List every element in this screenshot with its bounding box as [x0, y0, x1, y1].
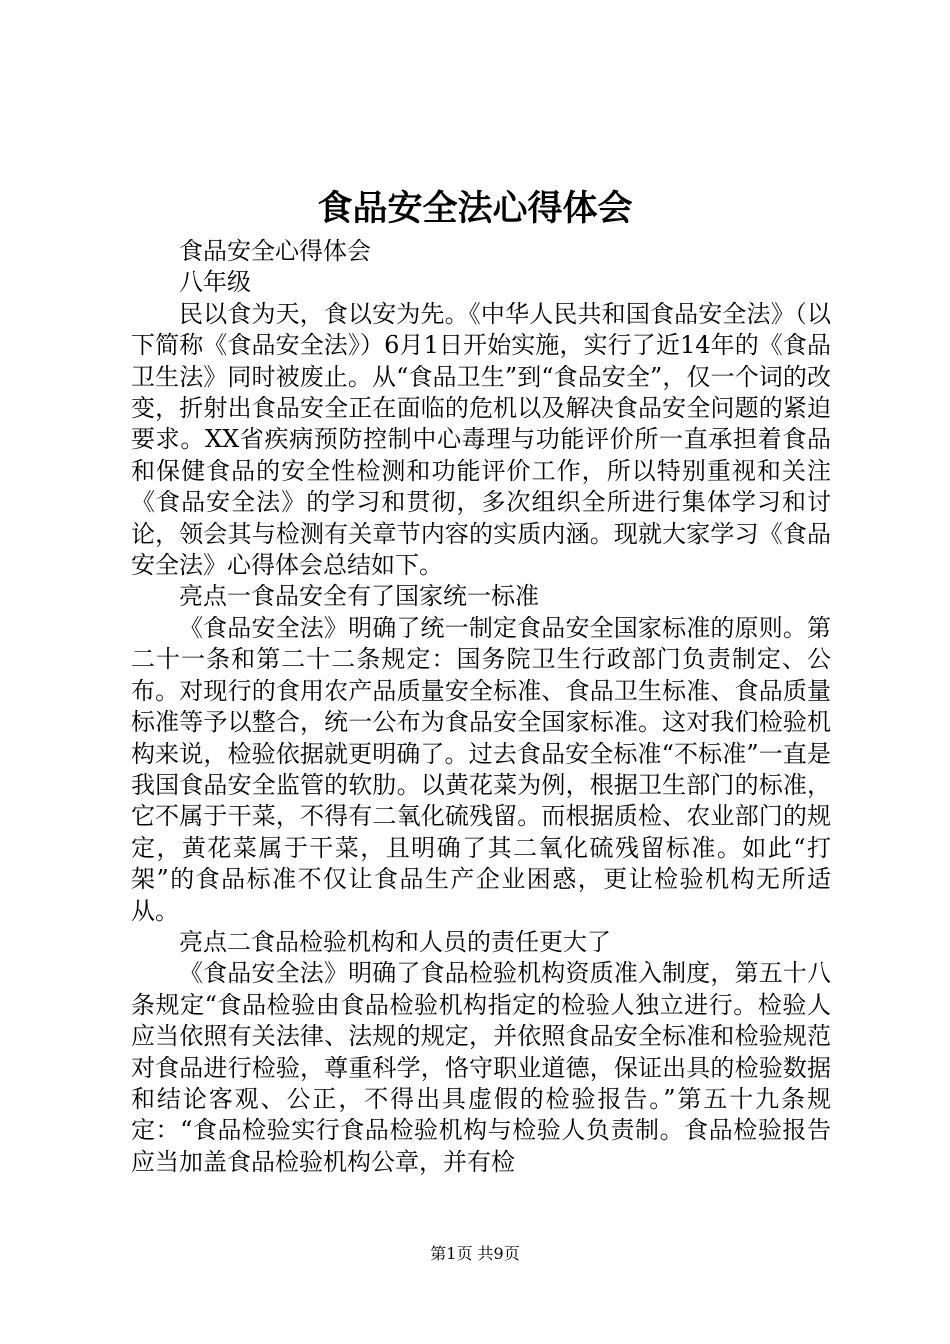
document-title: 食品安全法心得体会 [317, 188, 633, 229]
intro-paragraph: 民以食为天，食以安为先。《中华人民共和国食品安全法》（以下简称《食品安全法》）6月1日开始实施，实行了近14年的《食品卫生法》同时被废止。从“食品卫生”到“食品安全”，仅一个词的改变，折射出食品安全正在面临的危机以及解决食品安全问题的紧迫要求。XX省疾病预防控制中心毒理与功能评价所一直承担着食品和保健食品的安全性检测和功能评价工作，所以特别重视和关注《食品安全法》的学习和贯彻，多次组织全所进行集体学习和讨论，领会其与检测有关章节内容的实质内涵。现就大家学习《食品安全法》心得体会总结如下。 [131, 299, 831, 580]
grade-paragraph: 八年级 [179, 268, 251, 297]
subtitle-paragraph: 食品安全心得体会 [179, 237, 371, 265]
highlight-one-heading: 亮点一食品安全有了国家统一标准 [179, 582, 539, 611]
document-body [131, 236, 831, 1178]
highlight-two-paragraph: 《食品安全法》明确了食品检验机构资质准入制度，第五十八条规定“食品检验由食品检验机构指定的检验人独立进行。检验人应当依照有关法律、法规的规定，并依照食品安全标准和检验规范对食品进行检验，尊重科学，恪守职业道德，保证出具的检验数据和结论客观、公正，不得出具虚假的检验报告。”第五十九条规定：“食品检验实行食品检验机构与检验人负责制。食品检验报告应当加盖食品检验机构公章，并有检 [131, 959, 831, 1176]
highlight-two-heading: 亮点二食品检验机构和人员的责任更大了 [179, 927, 611, 956]
highlight-one-paragraph: 《食品安全法》明确了统一制定食品安全国家标准的原则。第二十一条和第二十二条规定：国务院卫生行政部门负责制定、公布。对现行的食用农产品质量安全标准、食品卫生标准、食品质量标准等予以整合，统一公布为食品安全国家标准。这对我们检验机构来说，检验依据就更明确了。过去食品安全标准“不标准”一直是我国食品安全监管的软肋。以黄花菜为例，根据卫生部门的标准，它不属于干菜，不得有二氧化硫残留。而根据质检、农业部门的规定，黄花菜属于干菜，且明确了其二氧化硫残留标准。如此“打架”的食品标准不仅让食品生产企业困惑，更让检验机构无所适从。 [131, 613, 831, 925]
page-footer: 第1页 共9页 [430, 1244, 520, 1263]
